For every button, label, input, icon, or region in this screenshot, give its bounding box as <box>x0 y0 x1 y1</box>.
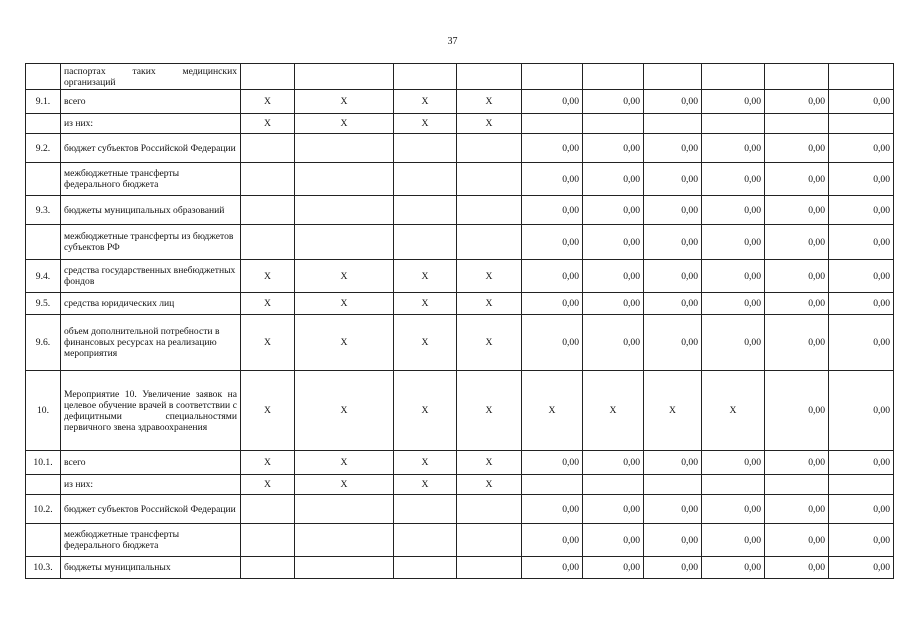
x-mark-cell: X <box>241 451 295 475</box>
value-cell: 0,00 <box>583 524 644 557</box>
x-mark-cell <box>394 64 457 90</box>
table-row <box>26 293 894 315</box>
value-cell: 0,00 <box>583 163 644 196</box>
value-cell: 0,00 <box>583 90 644 114</box>
value-cell: 0,00 <box>644 495 702 524</box>
x-mark-cell <box>394 495 457 524</box>
value-cell: 0,00 <box>829 196 894 225</box>
value-cell: 0,00 <box>702 495 765 524</box>
value-cell: 0,00 <box>829 134 894 163</box>
value-cell: 0,00 <box>829 90 894 114</box>
x-mark-cell: X <box>295 371 394 451</box>
x-mark-cell: X <box>295 451 394 475</box>
row-number <box>26 64 61 90</box>
x-mark-cell <box>295 495 394 524</box>
value-cell <box>644 475 702 495</box>
value-cell: 0,00 <box>702 90 765 114</box>
value-cell: 0,00 <box>522 293 583 315</box>
value-cell: 0,00 <box>522 196 583 225</box>
value-cell: 0,00 <box>583 293 644 315</box>
table-row <box>26 64 894 90</box>
row-number <box>26 475 61 495</box>
table-row <box>26 260 894 293</box>
row-number: 10. <box>26 371 61 451</box>
row-number: 10.3. <box>26 557 61 579</box>
value-cell: 0,00 <box>765 196 829 225</box>
row-description: из них: <box>61 475 241 495</box>
x-mark-cell <box>457 524 522 557</box>
value-cell: 0,00 <box>829 524 894 557</box>
row-description: всего <box>61 90 241 114</box>
value-cell: 0,00 <box>644 90 702 114</box>
row-number: 9.3. <box>26 196 61 225</box>
table-row <box>26 524 894 557</box>
x-mark-cell <box>241 557 295 579</box>
row-number: 9.6. <box>26 315 61 371</box>
x-mark-cell: X <box>241 293 295 315</box>
table-row <box>26 495 894 524</box>
value-cell: 0,00 <box>583 451 644 475</box>
value-cell: 0,00 <box>702 315 765 371</box>
page-number: 37 <box>447 36 458 47</box>
value-cell: 0,00 <box>583 225 644 260</box>
x-mark-cell: X <box>241 114 295 134</box>
x-mark-cell: X <box>394 451 457 475</box>
x-mark-cell <box>457 196 522 225</box>
value-cell <box>765 64 829 90</box>
x-mark-cell <box>241 163 295 196</box>
value-cell: 0,00 <box>702 163 765 196</box>
value-cell: 0,00 <box>829 225 894 260</box>
table-row <box>26 196 894 225</box>
value-cell <box>829 114 894 134</box>
x-mark-cell <box>457 225 522 260</box>
x-mark-cell: X <box>394 315 457 371</box>
value-cell: 0,00 <box>765 90 829 114</box>
value-cell: 0,00 <box>829 260 894 293</box>
x-mark-cell: X <box>394 114 457 134</box>
value-cell <box>583 475 644 495</box>
row-description: межбюджетные трансферты из бюджетов субъектов РФ <box>61 225 241 260</box>
x-mark-cell <box>241 524 295 557</box>
x-mark-cell <box>394 196 457 225</box>
row-description: средства юридических лиц <box>61 293 241 315</box>
value-cell: 0,00 <box>644 451 702 475</box>
value-cell <box>702 114 765 134</box>
table-row <box>26 134 894 163</box>
table-row <box>26 475 894 495</box>
value-cell: X <box>522 371 583 451</box>
value-cell: 0,00 <box>583 495 644 524</box>
x-mark-cell <box>457 163 522 196</box>
value-cell: 0,00 <box>765 225 829 260</box>
value-cell: 0,00 <box>522 163 583 196</box>
x-mark-cell <box>241 64 295 90</box>
x-mark-cell <box>394 225 457 260</box>
value-cell <box>829 64 894 90</box>
value-cell: 0,00 <box>583 557 644 579</box>
x-mark-cell: X <box>457 260 522 293</box>
row-description: паспортах таких медицинских организаций <box>61 64 241 90</box>
value-cell: 0,00 <box>644 260 702 293</box>
x-mark-cell: X <box>241 260 295 293</box>
value-cell: 0,00 <box>765 451 829 475</box>
x-mark-cell: X <box>457 475 522 495</box>
x-mark-cell: X <box>295 90 394 114</box>
value-cell <box>644 64 702 90</box>
value-cell: 0,00 <box>765 260 829 293</box>
x-mark-cell <box>457 134 522 163</box>
value-cell: 0,00 <box>644 293 702 315</box>
table-row <box>26 371 894 451</box>
x-mark-cell: X <box>295 475 394 495</box>
value-cell: 0,00 <box>522 90 583 114</box>
value-cell: 0,00 <box>644 557 702 579</box>
value-cell: 0,00 <box>765 293 829 315</box>
value-cell: 0,00 <box>702 260 765 293</box>
x-mark-cell <box>457 64 522 90</box>
value-cell: 0,00 <box>702 524 765 557</box>
value-cell <box>644 114 702 134</box>
row-number: 9.5. <box>26 293 61 315</box>
x-mark-cell <box>241 495 295 524</box>
x-mark-cell <box>394 163 457 196</box>
value-cell: 0,00 <box>765 495 829 524</box>
value-cell <box>765 114 829 134</box>
value-cell: 0,00 <box>765 524 829 557</box>
x-mark-cell: X <box>457 371 522 451</box>
value-cell: 0,00 <box>644 524 702 557</box>
value-cell: 0,00 <box>829 557 894 579</box>
row-description: средства государственных внебюджетных фондов <box>61 260 241 293</box>
x-mark-cell <box>457 557 522 579</box>
value-cell: 0,00 <box>829 495 894 524</box>
value-cell <box>583 64 644 90</box>
row-number: 10.2. <box>26 495 61 524</box>
value-cell: 0,00 <box>829 163 894 196</box>
value-cell: 0,00 <box>522 134 583 163</box>
row-number <box>26 114 61 134</box>
value-cell <box>583 114 644 134</box>
table-row <box>26 557 894 579</box>
x-mark-cell: X <box>241 475 295 495</box>
table-row <box>26 225 894 260</box>
x-mark-cell <box>241 134 295 163</box>
value-cell: 0,00 <box>522 315 583 371</box>
value-cell: 0,00 <box>522 260 583 293</box>
value-cell: 0,00 <box>765 557 829 579</box>
value-cell: X <box>702 371 765 451</box>
x-mark-cell <box>295 196 394 225</box>
x-mark-cell: X <box>457 90 522 114</box>
row-number <box>26 225 61 260</box>
value-cell: 0,00 <box>583 260 644 293</box>
value-cell: 0,00 <box>644 315 702 371</box>
x-mark-cell: X <box>394 260 457 293</box>
x-mark-cell: X <box>394 293 457 315</box>
row-description: объем дополнительной потребности в финансовых ресурсах на реализацию мероприятия <box>61 315 241 371</box>
value-cell: 0,00 <box>644 196 702 225</box>
value-cell <box>522 64 583 90</box>
value-cell <box>522 114 583 134</box>
row-number <box>26 163 61 196</box>
x-mark-cell <box>394 134 457 163</box>
value-cell: 0,00 <box>583 196 644 225</box>
table-row <box>26 90 894 114</box>
table-row <box>26 163 894 196</box>
row-number: 9.1. <box>26 90 61 114</box>
x-mark-cell: X <box>295 293 394 315</box>
table-row <box>26 114 894 134</box>
row-number: 9.4. <box>26 260 61 293</box>
value-cell: 0,00 <box>522 451 583 475</box>
value-cell: X <box>583 371 644 451</box>
row-description: бюджет субъектов Российской Федерации <box>61 134 241 163</box>
value-cell: 0,00 <box>522 495 583 524</box>
x-mark-cell <box>394 524 457 557</box>
row-description: Мероприятие 10. Увеличение заявок на целевое обучение врачей в соответствии с дефицитными специальностями первичного звена здравоохранения <box>61 371 241 451</box>
x-mark-cell: X <box>457 315 522 371</box>
value-cell: 0,00 <box>702 557 765 579</box>
value-cell: 0,00 <box>644 163 702 196</box>
x-mark-cell: X <box>457 293 522 315</box>
value-cell: 0,00 <box>583 315 644 371</box>
x-mark-cell <box>241 225 295 260</box>
row-number <box>26 524 61 557</box>
value-cell <box>522 475 583 495</box>
value-cell: 0,00 <box>644 134 702 163</box>
x-mark-cell: X <box>241 90 295 114</box>
table-row <box>26 315 894 371</box>
value-cell: 0,00 <box>522 225 583 260</box>
row-description: бюджеты муниципальных <box>61 557 241 579</box>
value-cell: 0,00 <box>829 293 894 315</box>
value-cell: 0,00 <box>765 134 829 163</box>
x-mark-cell: X <box>394 371 457 451</box>
value-cell <box>765 475 829 495</box>
value-cell: 0,00 <box>702 293 765 315</box>
budget-table <box>25 63 894 579</box>
row-description: всего <box>61 451 241 475</box>
row-description: бюджет субъектов Российской Федерации <box>61 495 241 524</box>
x-mark-cell <box>295 225 394 260</box>
x-mark-cell: X <box>457 451 522 475</box>
x-mark-cell <box>295 163 394 196</box>
x-mark-cell <box>295 557 394 579</box>
x-mark-cell <box>457 495 522 524</box>
value-cell: X <box>644 371 702 451</box>
x-mark-cell: X <box>295 114 394 134</box>
value-cell: 0,00 <box>702 196 765 225</box>
value-cell <box>829 475 894 495</box>
value-cell: 0,00 <box>829 371 894 451</box>
x-mark-cell <box>295 524 394 557</box>
x-mark-cell <box>394 557 457 579</box>
value-cell: 0,00 <box>702 134 765 163</box>
row-description: межбюджетные трансферты федерального бюджета <box>61 163 241 196</box>
value-cell: 0,00 <box>644 225 702 260</box>
x-mark-cell <box>295 64 394 90</box>
value-cell: 0,00 <box>765 315 829 371</box>
row-number: 10.1. <box>26 451 61 475</box>
value-cell: 0,00 <box>583 134 644 163</box>
x-mark-cell: X <box>241 371 295 451</box>
x-mark-cell <box>241 196 295 225</box>
value-cell: 0,00 <box>765 371 829 451</box>
x-mark-cell: X <box>457 114 522 134</box>
value-cell: 0,00 <box>702 225 765 260</box>
x-mark-cell: X <box>241 315 295 371</box>
row-number: 9.2. <box>26 134 61 163</box>
value-cell: 0,00 <box>829 315 894 371</box>
row-description: из них: <box>61 114 241 134</box>
x-mark-cell: X <box>394 90 457 114</box>
table-body <box>26 64 894 579</box>
x-mark-cell: X <box>394 475 457 495</box>
x-mark-cell: X <box>295 260 394 293</box>
row-description: бюджеты муниципальных образований <box>61 196 241 225</box>
value-cell: 0,00 <box>702 451 765 475</box>
value-cell: 0,00 <box>829 451 894 475</box>
value-cell <box>702 64 765 90</box>
value-cell: 0,00 <box>765 163 829 196</box>
value-cell: 0,00 <box>522 524 583 557</box>
value-cell: 0,00 <box>522 557 583 579</box>
x-mark-cell <box>295 134 394 163</box>
value-cell <box>702 475 765 495</box>
x-mark-cell: X <box>295 315 394 371</box>
row-description: межбюджетные трансферты федерального бюджета <box>61 524 241 557</box>
table-row <box>26 451 894 475</box>
